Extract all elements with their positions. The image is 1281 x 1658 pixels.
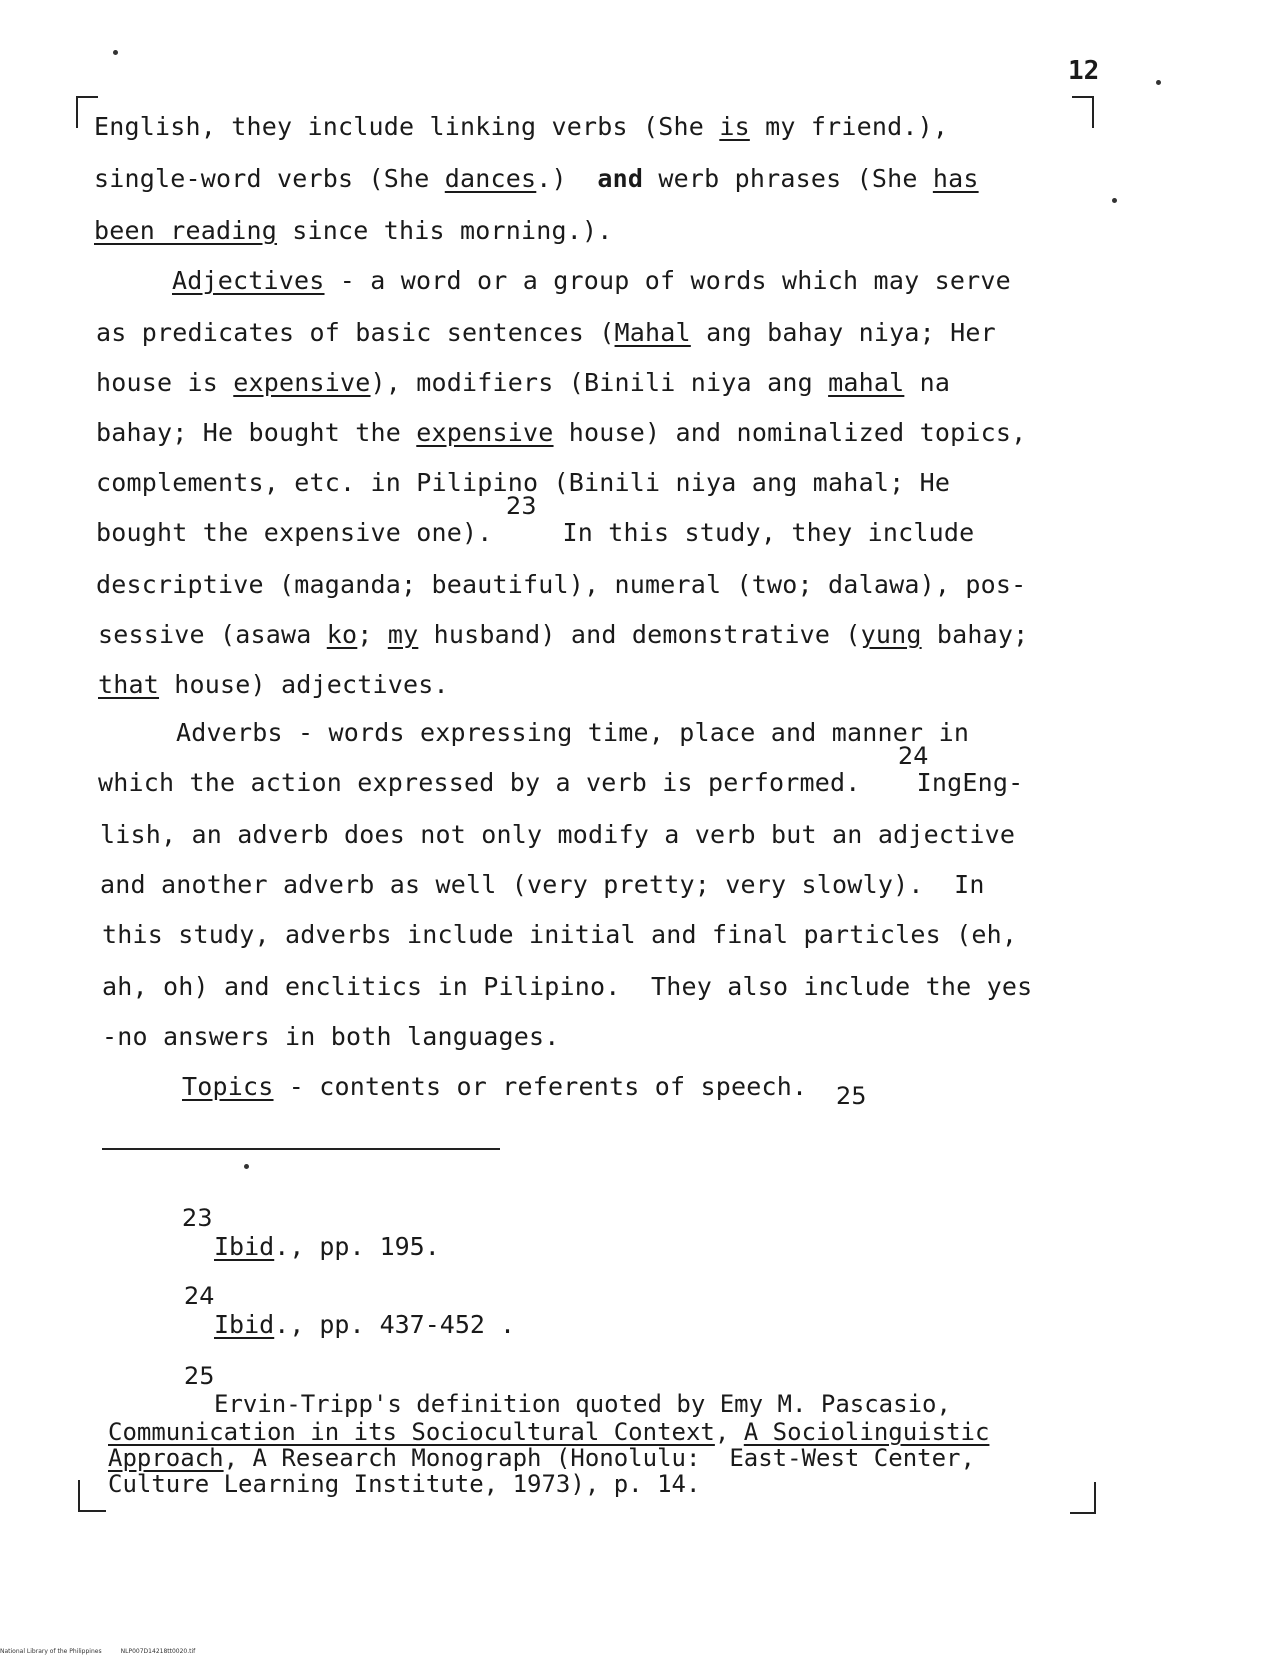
body-line-12: that house) adjectives. [98, 670, 449, 699]
body-line-11: sessive (asawa ko; my husband) and demonstrative (yung bahay; [98, 620, 1029, 649]
footnote-25-number: 25 [184, 1362, 215, 1390]
body-line-15: lish, an adverb does not only modify a verb but an adjective [100, 820, 1016, 849]
corner-mark-top-right [1072, 96, 1094, 128]
scan-speck [244, 1164, 249, 1169]
superscript-24: 24 [898, 742, 929, 770]
footnote-25-line-4: Culture Learning Institute, 1973), p. 14. [108, 1470, 701, 1498]
footnote-25-line-1: Ervin-Tripp's definition quoted by Emy M. Pascasio, [214, 1390, 951, 1418]
scan-footer: National Library of the Philippines NLP007D14218tt0020.tif [0, 1648, 196, 1655]
body-line-5: as predicates of basic sentences (Mahal ang bahay niya; Her [96, 318, 996, 347]
superscript-23: 23 [506, 492, 537, 520]
scan-speck [1112, 198, 1117, 203]
footnote-24-number: 24 [184, 1282, 215, 1310]
corner-mark-bottom-right [1070, 1482, 1096, 1514]
footnote-25-line-2: Communication in its Sociocultural Context, A Sociolinguistic [108, 1418, 990, 1446]
scan-speck [113, 50, 118, 55]
footnote-23-number: 23 [182, 1204, 213, 1232]
footnote-25-line-3: Approach, A Research Monograph (Honolulu: East-West Center, [108, 1444, 975, 1472]
superscript-25: 25 [836, 1082, 867, 1110]
body-line-19: -no answers in both languages. [102, 1022, 560, 1051]
body-line-2: single-word verbs (She dances.) and werb phrases (She has [94, 164, 979, 193]
body-line-13: Adverbs - words expressing time, place and manner in [176, 718, 970, 747]
footnote-23-text: Ibid., pp. 195. [214, 1232, 440, 1261]
body-line-1: English, they include linking verbs (She is my friend.), [94, 112, 949, 141]
corner-mark-bottom-left [78, 1480, 106, 1512]
body-line-16: and another adverb as well (very pretty; very slowly). In [100, 870, 985, 899]
body-line-18: ah, oh) and enclitics in Pilipino. They also include the yes [102, 972, 1033, 1001]
scan-speck [1156, 80, 1161, 85]
body-line-4: Adjectives - a word or a group of words which may serve [172, 266, 1011, 295]
footnote-separator [102, 1148, 500, 1150]
body-line-7: bahay; He bought the expensive house) and nominalized topics, [96, 418, 1027, 447]
body-line-10: descriptive (maganda; beautiful), numeral (two; dalawa), pos- [96, 570, 1027, 599]
body-line-8: complements, etc. in Pilipino (Binili niya ang mahal; He [96, 468, 951, 497]
page-number: 12 [1068, 56, 1100, 86]
body-line-9: bought the expensive one). In this study, they include [96, 518, 975, 547]
body-line-20: Topics - contents or referents of speech. [182, 1072, 808, 1101]
body-line-3: been reading since this morning.). [94, 216, 613, 245]
body-line-14: which the action expressed by a verb is performed. IngEng- [98, 768, 1024, 797]
body-line-6: house is expensive), modifiers (Binili niya ang mahal na [96, 368, 951, 397]
footnote-24-text: Ibid., pp. 437-452 . [214, 1310, 516, 1339]
body-line-17: this study, adverbs include initial and final particles (eh, [102, 920, 1018, 949]
